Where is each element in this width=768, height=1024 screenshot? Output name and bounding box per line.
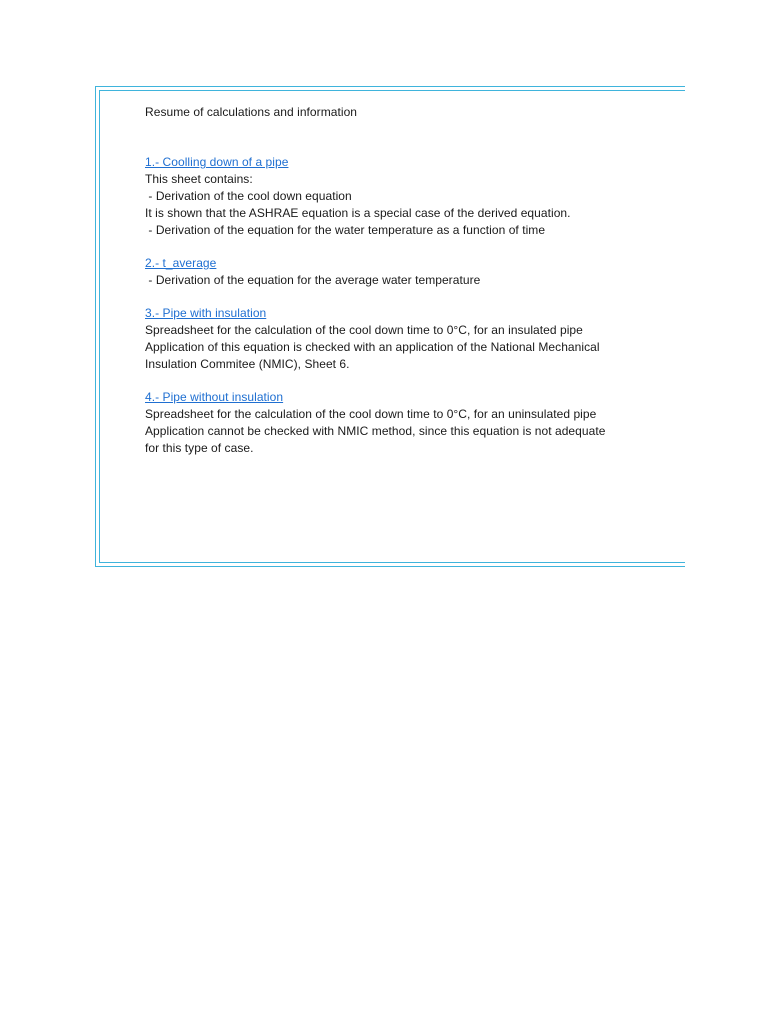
section-text: - Derivation of the equation for the average water temperature <box>145 273 481 287</box>
section-text: This sheet contains: <box>145 172 253 186</box>
section-pipe-without-insulation <box>145 389 665 457</box>
section-text: It is shown that the ASHRAE equation is a special case of the derived equation. <box>145 206 571 220</box>
section-text: for this type of case. <box>145 441 254 455</box>
section-text: Application cannot be checked with NMIC method, since this equation is not adequate <box>145 424 606 438</box>
link-pipe-with-insulation-sheet[interactable]: 3.- Pipe with insulation <box>145 306 267 320</box>
section-text: - Derivation of the equation for the water temperature as a function of time <box>145 223 546 237</box>
section-t-average <box>145 255 665 289</box>
section-text: Spreadsheet for the calculation of the cool down time to 0°C, for an uninsulated pipe <box>145 407 597 421</box>
page-title: Resume of calculations and information <box>145 105 358 119</box>
section-pipe-with-insulation <box>145 305 665 373</box>
section-text: Insulation Commitee (NMIC), Sheet 6. <box>145 357 350 371</box>
section-text: Application of this equation is checked with an application of the National Mechanical <box>145 340 600 354</box>
link-t-average-sheet[interactable]: 2.- t_average <box>145 256 217 270</box>
sheet-content <box>145 104 665 473</box>
link-pipe-without-insulation-sheet[interactable]: 4.- Pipe without insulation <box>145 390 284 404</box>
section-text: - Derivation of the cool down equation <box>145 189 352 203</box>
section-text: Spreadsheet for the calculation of the cool down time to 0°C, for an insulated pipe <box>145 323 583 337</box>
section-cooling-down <box>145 154 665 239</box>
link-cooling-down-sheet[interactable]: 1.- Coolling down of a pipe <box>145 155 289 169</box>
